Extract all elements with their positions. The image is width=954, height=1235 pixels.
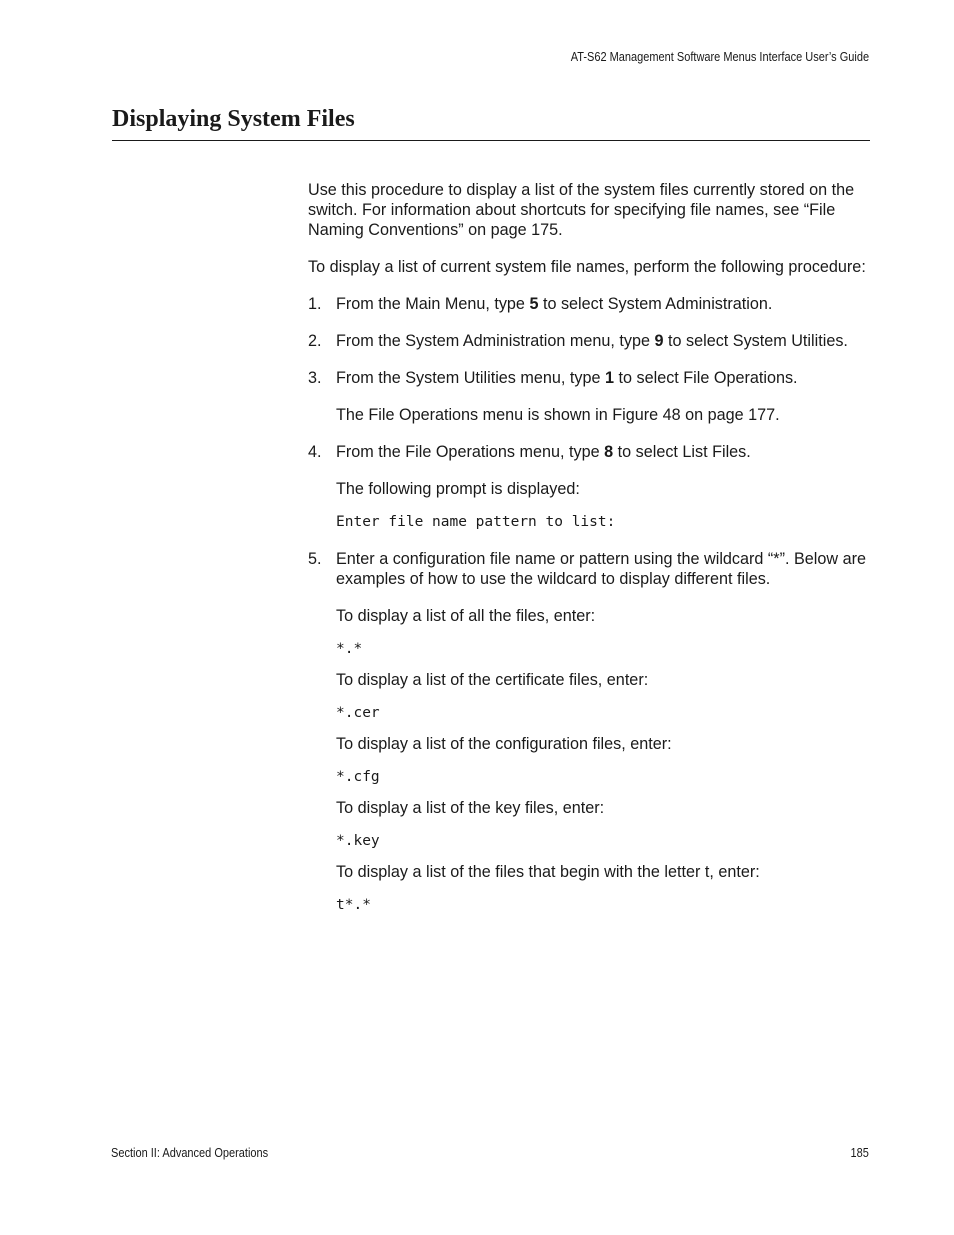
procedure-steps: [308, 294, 873, 915]
example-label: To display a list of the certificate files, enter:: [336, 671, 649, 689]
example-label: To display a list of the key files, enter:: [336, 799, 605, 817]
example-label: To display a list of all the files, enter:: [336, 607, 596, 625]
step-item: [308, 368, 873, 425]
example-code: *.key: [336, 833, 380, 849]
step-note: The File Operations menu is shown in Figure 48 on page 177.: [336, 406, 780, 424]
title-rule: [112, 140, 870, 141]
page-number: 185: [850, 1146, 869, 1160]
step-text: From the System Utilities menu, type 1 to select File Operations.: [336, 369, 798, 387]
step-text: From the System Administration menu, type 9 to select System Utilities.: [336, 332, 848, 350]
footer-section-label: Section II: Advanced Operations: [111, 1146, 269, 1160]
example-label: To display a list of the files that begin with the letter t, enter:: [336, 863, 760, 881]
key-value: 9: [654, 332, 664, 350]
step-text: From the Main Menu, type 5 to select System Administration.: [336, 295, 773, 313]
key-value: 1: [604, 369, 614, 387]
example-code: *.*: [336, 641, 363, 657]
example-code: t*.*: [336, 897, 371, 913]
step-item: [308, 331, 873, 351]
page-title: Displaying System Files: [112, 106, 355, 132]
example-code: *.cer: [336, 705, 380, 721]
step-item: [308, 294, 873, 314]
step-text: Enter a configuration file name or pattern using the wildcard “*”. Below are examples of how to use the wildcard to display different files.: [336, 550, 866, 588]
running-header: AT-S62 Management Software Menus Interface User’s Guide: [570, 50, 869, 64]
intro-paragraph: Use this procedure to display a list of the system files currently stored on the switch. For information about shortcuts for specifying file names, see “File Naming Conventions” on page 175.: [308, 181, 855, 239]
body-content: [308, 180, 873, 915]
step-number: 4.: [308, 443, 322, 461]
step-number: 1.: [308, 295, 322, 313]
step-number: 2.: [308, 332, 322, 350]
intro-paragraph: To display a list of current system file names, perform the following procedure:: [308, 258, 866, 276]
example-label: To display a list of the configuration files, enter:: [336, 735, 672, 753]
step-number: 5.: [308, 550, 322, 568]
step-item: [308, 442, 873, 532]
prompt-code: Enter file name pattern to list:: [336, 514, 616, 530]
key-value: 8: [604, 443, 614, 461]
step-text: From the File Operations menu, type 8 to select List Files.: [336, 443, 751, 461]
key-value: 5: [529, 295, 539, 313]
step-item: [308, 549, 873, 915]
example-code: *.cfg: [336, 769, 380, 785]
step-note: The following prompt is displayed:: [336, 480, 580, 498]
step-number: 3.: [308, 369, 322, 387]
